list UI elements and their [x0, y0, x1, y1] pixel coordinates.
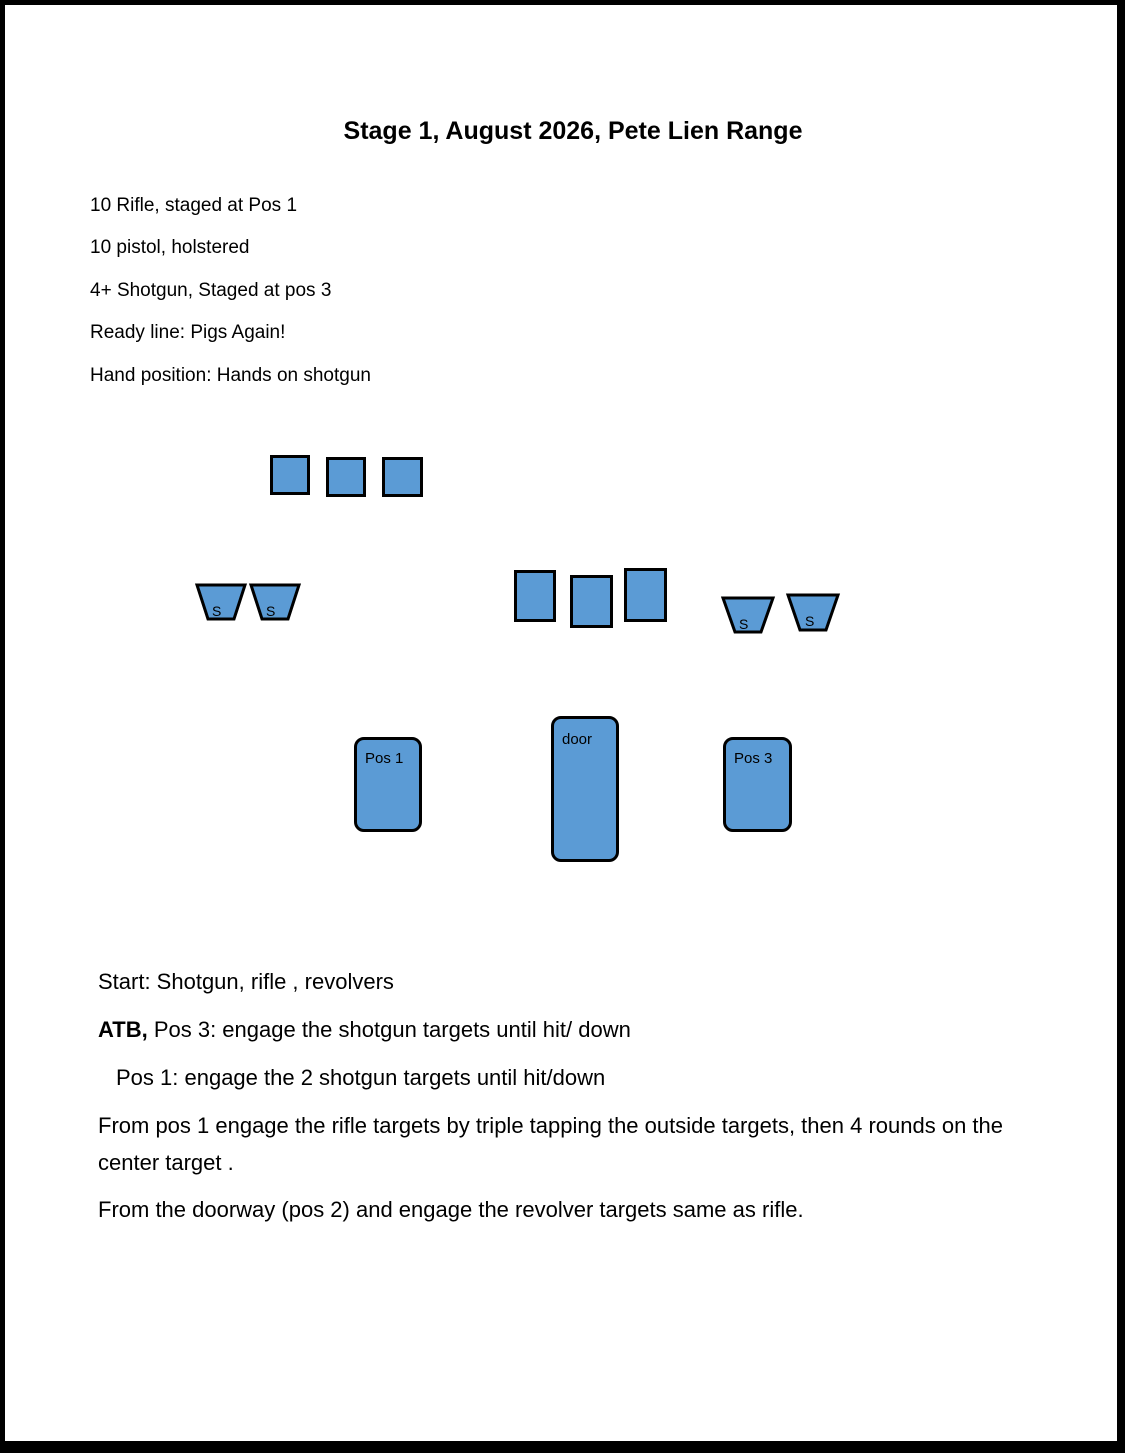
- requirement-pistol: 10 pistol, holstered: [90, 237, 250, 258]
- instruction-pos1: Pos 1: engage the 2 shotgun targets until hit/down: [116, 1065, 606, 1090]
- shotgun-target-4: [788, 595, 838, 630]
- shotgun-target-1: [197, 585, 245, 619]
- position-3-label: Pos 3: [734, 750, 773, 767]
- page-title: Stage 1, August 2026, Pete Lien Range: [343, 117, 803, 145]
- shotgun-target-2: [251, 585, 299, 619]
- instruction-atb-bold: ATB,: [98, 1017, 148, 1042]
- instruction-atb-text: Pos 3: engage the shotgun targets until hit/ down: [147, 1017, 631, 1042]
- requirement-ready-line: Ready line: Pigs Again!: [90, 322, 286, 343]
- instruction-atb: [98, 1011, 1038, 1048]
- position-1-label: Pos 1: [365, 750, 404, 767]
- requirement-shotgun: 4+ Shotgun, Staged at pos 3: [90, 280, 332, 301]
- shotgun-target-label: S: [266, 603, 276, 619]
- position-1-box: [354, 737, 422, 832]
- shotgun-target-label: S: [739, 616, 749, 632]
- shotgun-target-label: S: [805, 613, 815, 629]
- requirement-hand-position: Hand position: Hands on shotgun: [90, 365, 371, 386]
- requirement-rifle: 10 Rifle, staged at Pos 1: [90, 195, 298, 216]
- instruction-revolver: From the doorway (pos 2) and engage the revolver targets same as rifle.: [98, 1197, 804, 1222]
- shotgun-target-label: S: [212, 603, 222, 619]
- instruction-start: Start: Shotgun, rifle , revolvers: [98, 969, 394, 994]
- position-3-box: [723, 737, 792, 832]
- door-label: door: [562, 731, 593, 748]
- instruction-rifle: From pos 1 engage the rifle targets by triple tapping the outside targets, then 4 rounds on the center target .: [98, 1113, 1004, 1175]
- door-box: [551, 716, 619, 862]
- stage-sheet: [5, 5, 1117, 1441]
- shotgun-target-3: [723, 598, 773, 632]
